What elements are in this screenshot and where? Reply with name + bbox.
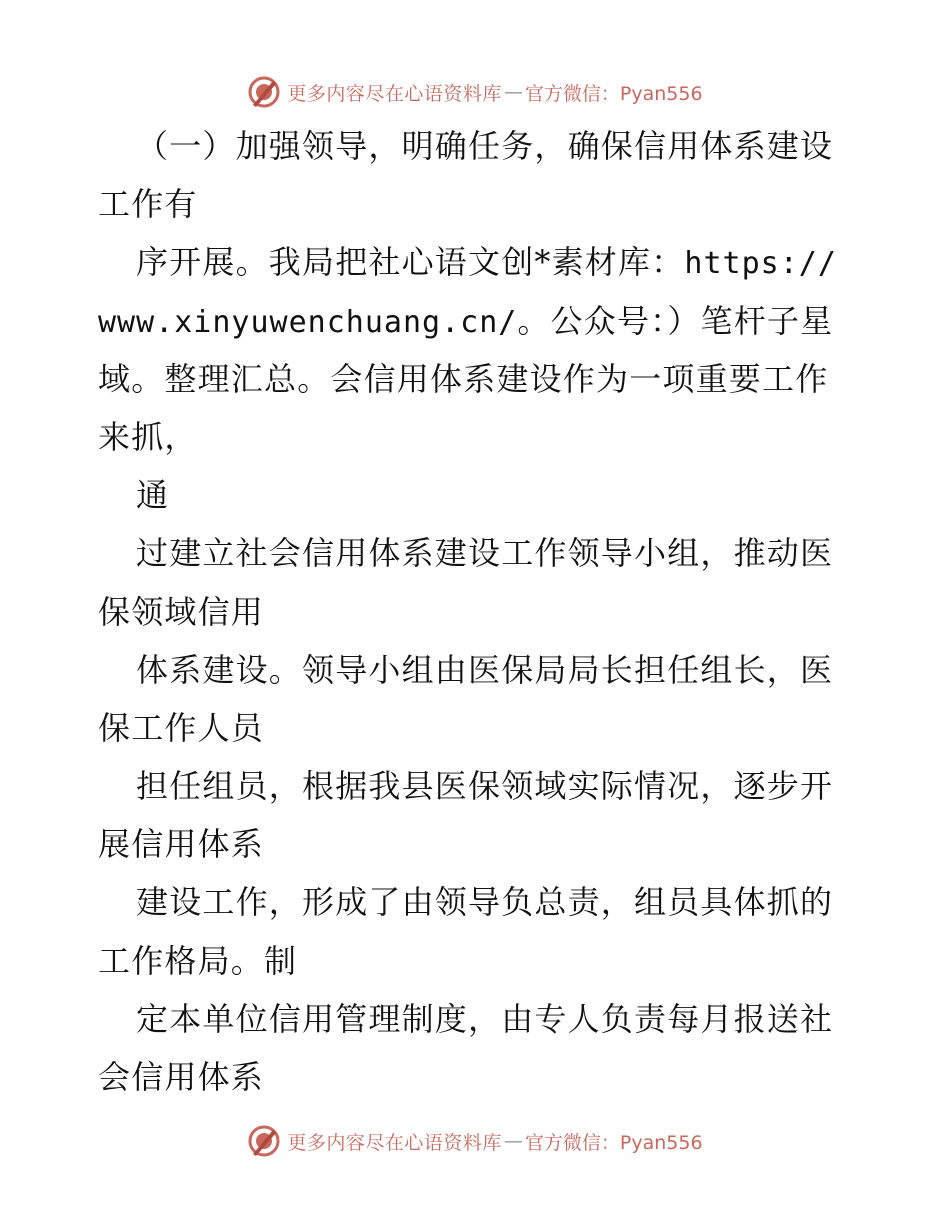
quill-logo-icon xyxy=(247,75,281,109)
watermark-wechat: 官方微信：Pyan556 xyxy=(524,82,703,105)
body-line: 建设工作，形成了由领导负总责，组员具体抓的 xyxy=(136,883,834,922)
body-line: 过建立社会信用体系建设工作领导小组，推动医 xyxy=(136,534,834,573)
footer-watermark xyxy=(0,1121,950,1161)
body-line: 会信用体系 xyxy=(98,1058,265,1096)
body-line: 域。整理汇总。会信用体系建设作为一项重要工作 xyxy=(98,359,829,398)
body-line: 来抓， xyxy=(98,417,198,456)
body-line: 工作格局。制 xyxy=(98,941,298,980)
body-line: 展信用体系 xyxy=(98,825,265,864)
body-line: 定本单位信用管理制度，由专人负责每月报送社 xyxy=(136,999,834,1038)
body-line: 保领域信用 xyxy=(98,592,265,631)
watermark-text: 更多内容尽在心语资料库 xyxy=(287,82,502,105)
header-watermark xyxy=(0,72,950,112)
body-line: （一）加强领导，明确任务，确保信用体系建设 xyxy=(136,127,834,165)
body-line: 担任组员，根据我县医保领域实际情况，逐步开 xyxy=(136,767,834,806)
body-line: 体系建设。领导小组由医保局局长担任组长，医 xyxy=(136,650,834,689)
watermark-text: 更多内容尽在心语资料库 xyxy=(287,1131,502,1154)
document-body xyxy=(98,117,858,1106)
body-line: 保工作人员 xyxy=(98,708,265,747)
body-line: 序开展。我局把社心语文创*素材库：https:// xyxy=(136,243,837,282)
body-line: www.xinyuwenchuang.cn/。公众号：）笔杆子星 xyxy=(98,301,834,340)
quill-logo-icon xyxy=(247,1124,281,1158)
watermark-wechat: 官方微信：Pyan556 xyxy=(524,1131,703,1154)
watermark-dash: — xyxy=(503,1130,523,1152)
body-line: 工作有 xyxy=(98,185,198,224)
watermark-dash: — xyxy=(503,81,523,103)
body-line: 通 xyxy=(136,476,170,515)
